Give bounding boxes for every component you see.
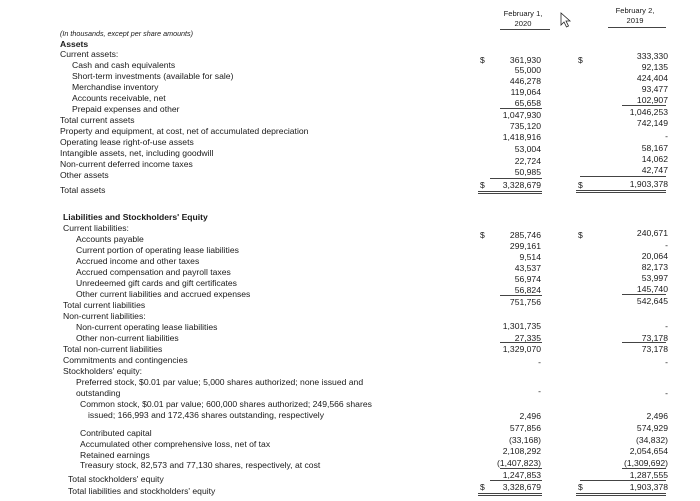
value-2019: 1,287,555	[629, 470, 668, 480]
value-2019: 424,404	[636, 73, 668, 83]
row-label: Other assets	[60, 170, 109, 180]
row-label: Current portion of operating lease liabilities	[76, 245, 239, 255]
col2-header-year: 2019	[626, 16, 644, 25]
row-label: Total non-current liabilities	[63, 344, 163, 354]
current-assets-heading: Current assets:	[60, 49, 119, 59]
col1-header-date: February 1,	[503, 9, 543, 18]
value-2020: 1,301,735	[502, 321, 541, 331]
dollar-sign: $	[480, 230, 485, 240]
value-2020: 55,000	[514, 65, 541, 75]
row-label: Property and equipment, at cost, net of accumulated depreciation	[60, 126, 309, 136]
row-label: Accrued income and other taxes	[76, 256, 200, 266]
value-2019: -	[665, 321, 668, 331]
liabilities-heading: Liabilities and Stockholders' Equity	[63, 212, 208, 222]
subtotal-rule	[622, 468, 666, 469]
common-stock-label: Common stock, $0.01 par value; 600,000 shares authorized; 249,566 shares	[80, 399, 372, 409]
row-label: Non-current deferred income taxes	[60, 159, 193, 169]
value-2020: 1,418,916	[502, 132, 541, 142]
row-label: Retained earnings	[80, 450, 150, 460]
units-note: (In thousands, except per share amounts)	[60, 29, 194, 38]
value-2020: 1,047,930	[502, 110, 541, 120]
value-2019: 1,903,378	[629, 482, 668, 492]
value-2020: 751,756	[509, 297, 541, 307]
grand-total-rule	[576, 190, 666, 193]
row-label: Total assets	[60, 185, 106, 195]
value-2020: 3,328,679	[502, 180, 541, 190]
value-2019: 333,330	[636, 51, 668, 61]
row-label: Unredeemed gift cards and gift certificates	[76, 278, 237, 288]
current-liabilities-heading: Current liabilities:	[63, 223, 129, 233]
value-2020: 9,514	[519, 252, 541, 262]
dollar-sign: $	[480, 55, 485, 65]
value-2020: 22,724	[514, 156, 541, 166]
total-rule	[580, 480, 666, 481]
subtotal-rule	[622, 294, 666, 295]
value-2020: (33,168)	[508, 435, 541, 445]
row-label: Accounts payable	[76, 234, 144, 244]
subtotal-rule	[500, 108, 542, 109]
row-label: Total current assets	[60, 115, 135, 125]
value-2019: (34,832)	[635, 435, 668, 445]
value-2019: 542,645	[636, 296, 668, 306]
value-2020: 27,335	[514, 333, 541, 343]
col2-header-underline	[608, 27, 666, 28]
dollar-sign: $	[578, 230, 583, 240]
value-2020: 361,930	[509, 55, 541, 65]
value-2019: 2,496	[646, 411, 668, 421]
value-2020: 1,329,070	[502, 344, 541, 354]
value-2019: 2,054,654	[629, 446, 668, 456]
value-2019: 240,671	[636, 228, 668, 238]
value-2020: 56,824	[514, 285, 541, 295]
row-label: Intangible assets, net, including goodwill	[60, 148, 214, 158]
dollar-sign: $	[578, 180, 583, 190]
value-2020: (1,407,823)	[497, 458, 541, 468]
value-2020: 56,974	[514, 274, 541, 284]
col1-header-underline	[500, 29, 550, 30]
value-2019: 73,178	[641, 333, 668, 343]
value-2020: 735,120	[509, 121, 541, 131]
grand-total-rule	[478, 191, 542, 194]
noncurrent-liabilities-heading: Non-current liabilities:	[63, 311, 146, 321]
value-2019: 14,062	[641, 154, 668, 164]
subtotal-rule	[622, 342, 666, 343]
value-2020: 119,064	[510, 87, 541, 97]
row-label: Short-term investments (available for sale)	[72, 71, 234, 81]
value-2020: 577,856	[509, 423, 541, 433]
row-label: Total stockholders' equity	[68, 474, 164, 484]
subtotal-rule	[500, 468, 542, 469]
mouse-pointer-icon	[560, 12, 572, 28]
row-label: Operating lease right-of-use assets	[60, 137, 194, 147]
value-2020: -	[538, 357, 541, 367]
dollar-sign: $	[480, 482, 485, 492]
value-2019: 58,167	[641, 143, 668, 153]
value-2019: 93,477	[641, 84, 668, 94]
value-2020: 446,278	[509, 76, 541, 86]
value-2020: -	[538, 386, 541, 396]
value-2020: 285,746	[509, 230, 541, 240]
row-label: Cash and cash equivalents	[72, 60, 176, 70]
value-2020: 53,004	[514, 144, 541, 154]
value-2019: -	[665, 357, 668, 367]
grand-total-rule	[478, 493, 542, 496]
subtotal-rule	[622, 105, 666, 106]
value-2020: 2,108,292	[502, 446, 541, 456]
value-2019: 102,907	[636, 95, 668, 105]
value-2019: 574,929	[636, 423, 668, 433]
subtotal-rule	[500, 295, 542, 296]
value-2019: 1,046,253	[629, 107, 668, 117]
commitments-label: Commitments and contingencies	[63, 355, 188, 365]
total-rule	[490, 480, 542, 481]
row-label: Other non-current liabilities	[76, 333, 179, 343]
value-2019: 42,747	[641, 165, 668, 175]
row-label: Total current liabilities	[63, 300, 146, 310]
preferred-stock-label: Preferred stock, $0.01 par value; 5,000 shares authorized; none issued and	[76, 377, 364, 387]
value-2020: 50,985	[514, 167, 541, 177]
assets-heading: Assets	[60, 39, 89, 49]
row-label: Contributed capital	[80, 428, 152, 438]
value-2019: 92,135	[641, 62, 668, 72]
dollar-sign: $	[578, 482, 583, 492]
subtotal-rule	[500, 342, 542, 343]
col2-header-date: February 2,	[615, 6, 655, 15]
value-2019: 1,903,378	[629, 179, 668, 189]
value-2019: 742,149	[636, 118, 668, 128]
value-2020: 43,537	[514, 263, 541, 273]
value-2019: 53,997	[641, 273, 668, 283]
value-2019: (1,309,692)	[624, 458, 668, 468]
stockholders-equity-heading: Stockholders' equity:	[63, 366, 143, 376]
row-label: Non-current operating lease liabilities	[76, 322, 218, 332]
value-2020: 3,328,679	[502, 482, 541, 492]
row-label: Total liabilities and stockholders' equity	[68, 486, 216, 496]
value-2019: 145,740	[636, 284, 668, 294]
row-label: Accounts receivable, net	[72, 93, 166, 103]
row-label: Accrued compensation and payroll taxes	[76, 267, 231, 277]
row-label: Accumulated other comprehensive loss, net of tax	[80, 439, 271, 449]
row-label: Prepaid expenses and other	[72, 104, 180, 114]
row-label: Merchandise inventory	[72, 82, 159, 92]
value-2020: 65,658	[514, 98, 541, 108]
total-rule	[490, 178, 542, 179]
value-2019: 20,064	[641, 251, 668, 261]
value-2019: 73,178	[641, 344, 668, 354]
preferred-stock-label-cont: outstanding	[76, 388, 121, 398]
value-2020: 299,161	[509, 241, 541, 251]
dollar-sign: $	[578, 55, 583, 65]
dollar-sign: $	[480, 180, 485, 190]
value-2020: 1,247,853	[502, 470, 541, 480]
value-2020: 2,496	[519, 411, 541, 421]
total-rule	[580, 176, 666, 177]
value-2019: 82,173	[641, 262, 668, 272]
row-label: Other current liabilities and accrued expenses	[76, 289, 251, 299]
grand-total-rule	[576, 493, 666, 496]
row-label: Treasury stock, 82,573 and 77,130 shares, respectively, at cost	[80, 460, 321, 470]
col1-header-year: 2020	[514, 19, 532, 28]
value-2019: -	[665, 131, 668, 141]
common-stock-label-cont: issued; 166,993 and 172,436 shares outstanding, respectively	[88, 410, 325, 420]
value-2019: -	[665, 388, 668, 398]
value-2019: -	[665, 240, 668, 250]
